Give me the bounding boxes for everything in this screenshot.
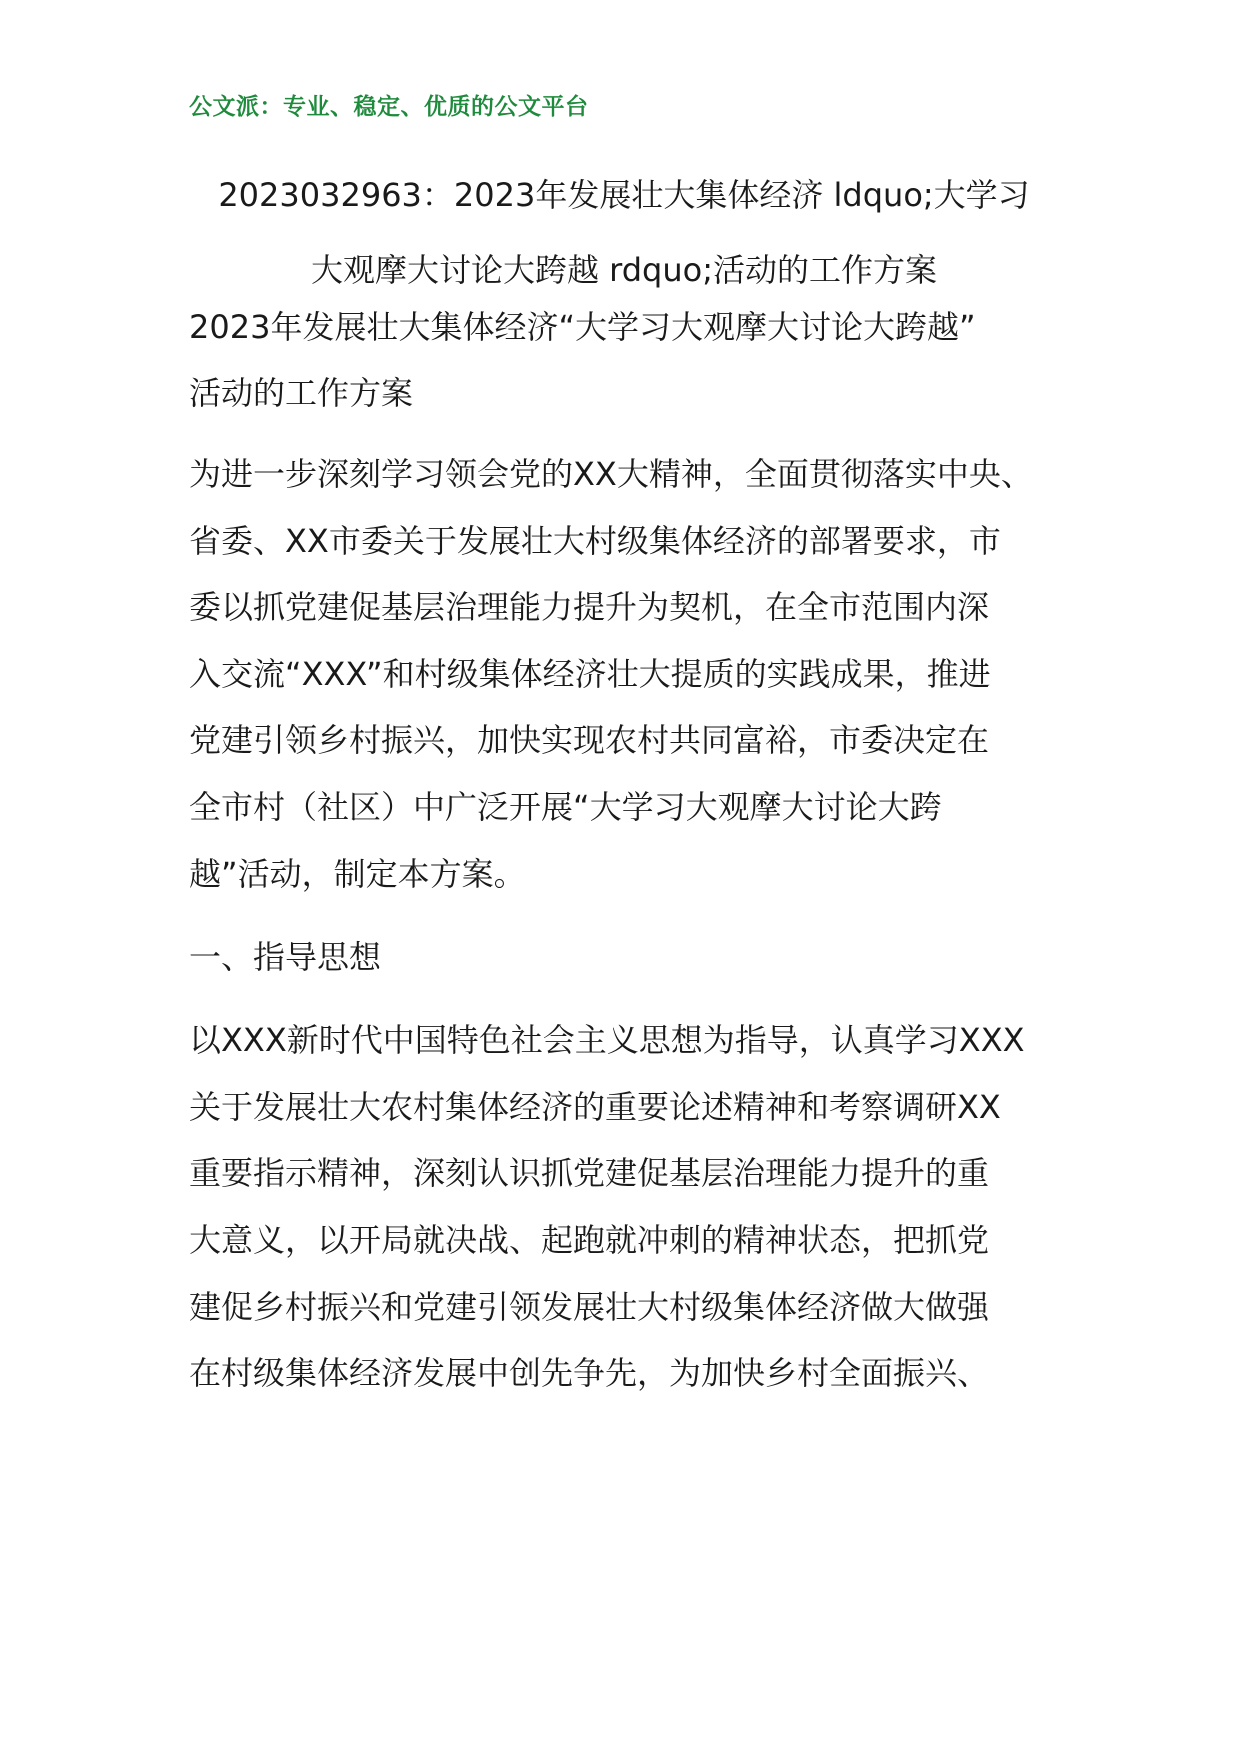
document-title-line-2: 大观摩大讨论大跨越 rdquo;活动的工作方案 (310, 251, 938, 289)
paragraph-line: 越”活动，制定本方案。 (189, 855, 526, 893)
paragraph-line: 在村级集体经济发展中创先争先，为加快乡村全面振兴、 (189, 1354, 990, 1392)
subtitle-line: 2023年发展壮大集体经济“大学习大观摩大讨论大跨越” (189, 308, 976, 346)
document-title-line-1: 2023032963：2023年发展壮大集体经济 ldquo;大学习 (218, 176, 1030, 214)
paragraph-line: 建促乡村振兴和党建引领发展壮大村级集体经济做大做强 (189, 1288, 990, 1326)
paragraph-line: 省委、XX市委关于发展壮大村级集体经济的部署要求，市 (189, 522, 1001, 560)
paragraph-line: 入交流“XXX”和村级集体经济壮大提质的实践成果，推进 (189, 655, 991, 693)
paragraph-line: 关于发展壮大农村集体经济的重要论述精神和考察调研XX (189, 1088, 1001, 1126)
paragraph-line: 全市村（社区）中广泛开展“大学习大观摩大讨论大跨 (189, 788, 942, 826)
paragraph-line: 委以抓党建促基层治理能力提升为契机，在全市范围内深 (189, 588, 990, 626)
paragraph-line: 为进一步深刻学习领会党的XX大精神，全面贯彻落实中央、 (189, 455, 1033, 493)
subtitle-line: 活动的工作方案 (189, 374, 414, 412)
paragraph-line: 重要指示精神，深刻认识抓党建促基层治理能力提升的重 (189, 1154, 990, 1192)
paragraph-line: 以XXX新时代中国特色社会主义思想为指导，认真学习XXX (189, 1021, 1025, 1059)
section-heading: 一、指导思想 (189, 938, 382, 976)
brand-header: 公文派：专业、稳定、优质的公文平台 (189, 94, 589, 120)
paragraph-line: 党建引领乡村振兴，加快实现农村共同富裕，市委决定在 (189, 721, 990, 759)
paragraph-line: 大意义，以开局就决战、起跑就冲刺的精神状态，把抓党 (189, 1221, 990, 1259)
